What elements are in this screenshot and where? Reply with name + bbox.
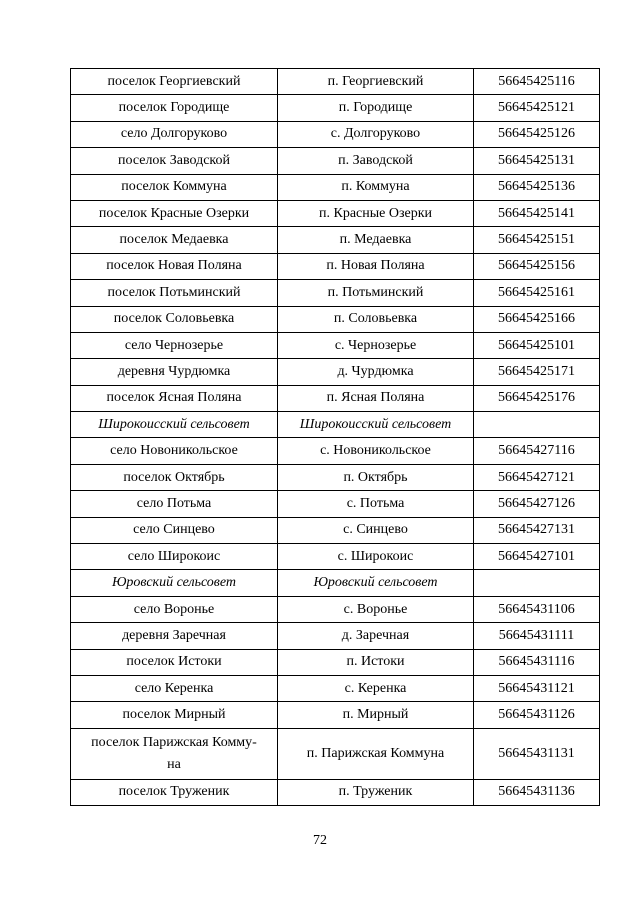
okato-code-cell: 56645431121 [474,675,600,701]
settlement-short-name-cell: с. Потьма [278,491,474,517]
settlement-name-cell: деревня Чурдюмка [71,359,278,385]
settlement-short-name-cell: с. Синцево [278,517,474,543]
settlement-name-cell: поселок Октябрь [71,464,278,490]
settlement-name-cell: село Синцево [71,517,278,543]
settlement-name-cell: поселок Потьминский [71,280,278,306]
table-row [71,174,600,200]
table-row [71,438,600,464]
table-row [71,649,600,675]
settlement-name-cell: село Керенка [71,675,278,701]
section-header-row [71,412,600,438]
okato-code-cell: 56645427101 [474,544,600,570]
okato-code-cell: 56645431111 [474,623,600,649]
settlement-name-cell: село Новоникольское [71,438,278,464]
settlement-short-name-cell: с. Керенка [278,675,474,701]
okato-code-cell: 56645425156 [474,253,600,279]
settlement-short-name-cell: п. Октябрь [278,464,474,490]
settlement-name-line: на [167,756,181,772]
table-row [71,596,600,622]
settlement-name-cell: село Долгоруково [71,121,278,147]
okato-code-cell: 56645427126 [474,491,600,517]
okato-code-cell: 56645431116 [474,649,600,675]
okato-code-cell: 56645425116 [474,69,600,95]
settlement-name-cell: село Потьма [71,491,278,517]
table-row [71,253,600,279]
settlement-name-cell: поселок Красные Озерки [71,200,278,226]
settlement-short-name-cell: п. Мирный [278,702,474,728]
okato-code-cell: 56645425121 [474,95,600,121]
settlements-table [70,68,600,806]
settlement-short-name-cell: п. Городище [278,95,474,121]
table-row [71,491,600,517]
settlement-short-name-cell: п. Медаевка [278,227,474,253]
okato-code-cell: 56645425136 [474,174,600,200]
settlement-short-name-cell: п. Труженик [278,779,474,805]
settlement-name-cell: поселок Георгиевский [71,69,278,95]
settlement-short-name-cell: с. Широкоис [278,544,474,570]
settlement-name-cell: поселок Заводской [71,148,278,174]
settlement-name-cell: поселок Труженик [71,779,278,805]
table-row [71,544,600,570]
settlement-short-name-cell: п. Соловьевка [278,306,474,332]
table-row [71,69,600,95]
settlement-short-name-cell: п. Парижская Коммуна [278,728,474,779]
settlement-short-name-cell: п. Красные Озерки [278,200,474,226]
okato-code-cell: 56645431136 [474,779,600,805]
table-body [71,69,600,806]
settlement-name-cell: поселок Соловьевка [71,306,278,332]
settlement-short-name-cell: д. Чурдюмка [278,359,474,385]
table-row [71,280,600,306]
table-row [71,200,600,226]
table-row [71,95,600,121]
table-row [71,702,600,728]
settlement-name-cell: поселок Мирный [71,702,278,728]
okato-code-cell: 56645425171 [474,359,600,385]
settlement-short-name-cell: п. Коммуна [278,174,474,200]
table-row [71,728,600,779]
table-row [71,623,600,649]
okato-code-cell [474,570,600,596]
table-row [71,306,600,332]
okato-code-cell: 56645425166 [474,306,600,332]
settlement-short-name-cell: п. Новая Поляна [278,253,474,279]
okato-code-cell: 56645427116 [474,438,600,464]
settlement-short-name-cell: п. Ясная Поляна [278,385,474,411]
table-row [71,779,600,805]
okato-code-cell: 56645425101 [474,332,600,358]
section-short-cell: Юровский сельсовет [278,570,474,596]
okato-code-cell: 56645425141 [474,200,600,226]
table-row [71,464,600,490]
settlement-name-cell: поселок Новая Поляна [71,253,278,279]
section-name-cell: Широкоисский сельсовет [71,412,278,438]
table-row [71,675,600,701]
settlement-name-cell: село Воронье [71,596,278,622]
settlement-short-name-cell: д. Заречная [278,623,474,649]
settlement-name-cell: поселок Коммуна [71,174,278,200]
section-name-cell: Юровский сельсовет [71,570,278,596]
okato-code-cell: 56645425151 [474,227,600,253]
settlement-name-cell: деревня Заречная [71,623,278,649]
okato-code-cell: 56645425176 [474,385,600,411]
table-row [71,517,600,543]
settlement-name-cell: поселок Ясная Поляна [71,385,278,411]
section-short-cell: Широкоисский сельсовет [278,412,474,438]
settlement-short-name-cell: п. Георгиевский [278,69,474,95]
table-row [71,148,600,174]
settlement-name-cell: поселок Медаевка [71,227,278,253]
settlement-name-cell: поселок Городище [71,95,278,121]
page-number: 72 [313,833,327,848]
settlement-name-cell: село Чернозерье [71,332,278,358]
table-row [71,385,600,411]
settlement-name-line: поселок Парижская Комму- [91,734,257,750]
okato-code-cell [474,412,600,438]
settlement-short-name-cell: с. Воронье [278,596,474,622]
settlement-short-name-cell: п. Потьминский [278,280,474,306]
settlement-short-name-cell: п. Заводской [278,148,474,174]
okato-code-cell: 56645431126 [474,702,600,728]
settlement-name-cell: поселок Истоки [71,649,278,675]
table-row [71,332,600,358]
section-header-row [71,570,600,596]
settlement-short-name-cell: с. Долгоруково [278,121,474,147]
settlement-name-cell: село Широкоис [71,544,278,570]
settlement-short-name-cell: с. Чернозерье [278,332,474,358]
okato-code-cell: 56645431106 [474,596,600,622]
okato-code-cell: 56645425131 [474,148,600,174]
okato-code-cell: 56645431131 [474,728,600,779]
okato-code-cell: 56645425161 [474,280,600,306]
okato-code-cell: 56645427131 [474,517,600,543]
okato-code-cell: 56645425126 [474,121,600,147]
settlement-short-name-cell: с. Новоникольское [278,438,474,464]
table-row [71,121,600,147]
okato-code-cell: 56645427121 [474,464,600,490]
settlement-short-name-cell: п. Истоки [278,649,474,675]
table-row [71,359,600,385]
settlement-name-cell [71,728,278,779]
table-row [71,227,600,253]
